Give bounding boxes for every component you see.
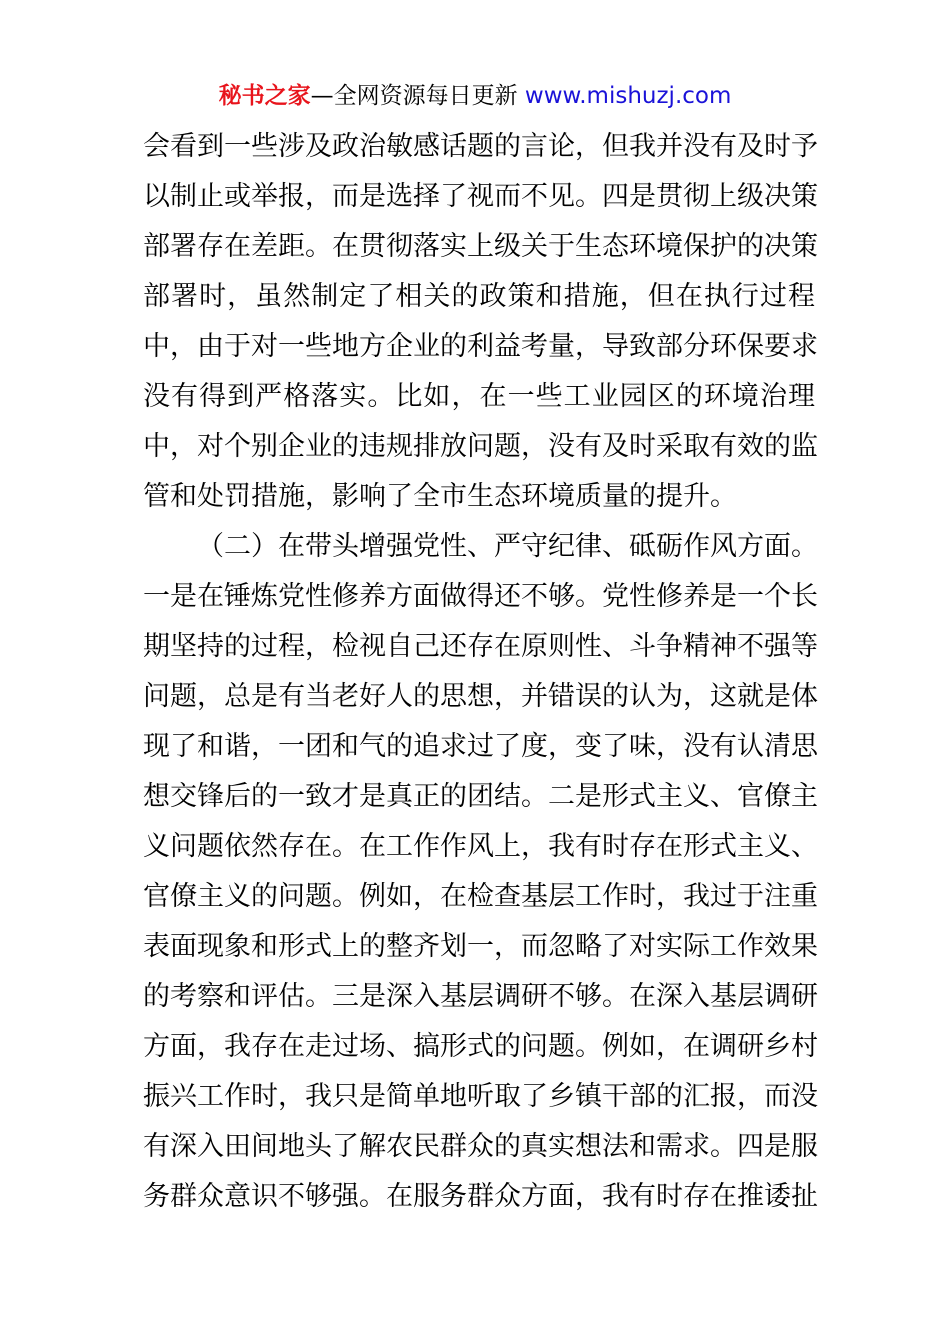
text-line: 表面现象和形式上的整齐划一，而忽略了对实际工作效果 [143,931,818,962]
text-line: 有深入田间地头了解农民群众的真实想法和需求。四是服 [143,1131,818,1162]
text-line: 没有得到严格落实。比如，在一些工业园区的环境治理 [143,381,815,412]
text-line: 振兴工作时，我只是简单地听取了乡镇干部的汇报，而没 [143,1081,818,1112]
text-line: 会看到一些涉及政治敏感话题的言论，但我并没有及时予 [143,131,818,162]
document-body [143,122,818,1222]
text-line: 问题，总是有当老好人的思想，并错误的认为，这就是体 [143,681,818,712]
text-line: 部署时，虽然制定了相关的政策和措施，但在执行过程 [143,281,815,312]
text-line: 中，对个别企业的违规排放问题，没有及时采取有效的监 [143,431,818,462]
text-line: 以制止或举报，而是选择了视而不见。四是贯彻上级决策 [143,181,818,212]
text-line: 一是在锤炼党性修养方面做得还不够。党性修养是一个长 [143,581,818,612]
text-line: 务群众意识不够强。在服务群众方面，我有时存在推诿扯 [143,1181,818,1212]
text-line: 管和处罚措施，影响了全市生态环境质量的提升。 [143,481,737,512]
text-line: 官僚主义的问题。例如，在检查基层工作时，我过于注重 [143,881,818,912]
text-line: 方面，我存在走过场、搞形式的问题。例如，在调研乡村 [143,1031,818,1062]
text-line: 想交锋后的一致才是真正的团结。二是形式主义、官僚主 [143,781,818,812]
section-heading: （二）在带头增强党性、严守纪律、砥砺作风方面。 [197,531,818,562]
text-line: 现了和谐，一团和气的追求过了度，变了味，没有认清思 [143,731,818,762]
text-line: 义问题依然存在。在工作作风上，我有时存在形式主义、 [143,831,818,862]
page-header [0,80,950,112]
site-url-link[interactable]: www.mishuzj.com [524,83,732,109]
text-line: 的考察和评估。三是深入基层调研不够。在深入基层调研 [143,981,818,1012]
text-line: 部署存在差距。在贯彻落实上级关于生态环境保护的决策 [143,231,818,262]
site-brand: 秘书之家 [218,83,311,109]
text-line: 期坚持的过程，检视自己还存在原则性、斗争精神不强等 [143,631,818,662]
text-line: 中，由于对一些地方企业的利益考量，导致部分环保要求 [143,331,818,362]
site-slogan: —全网资源每日更新 [310,83,525,109]
